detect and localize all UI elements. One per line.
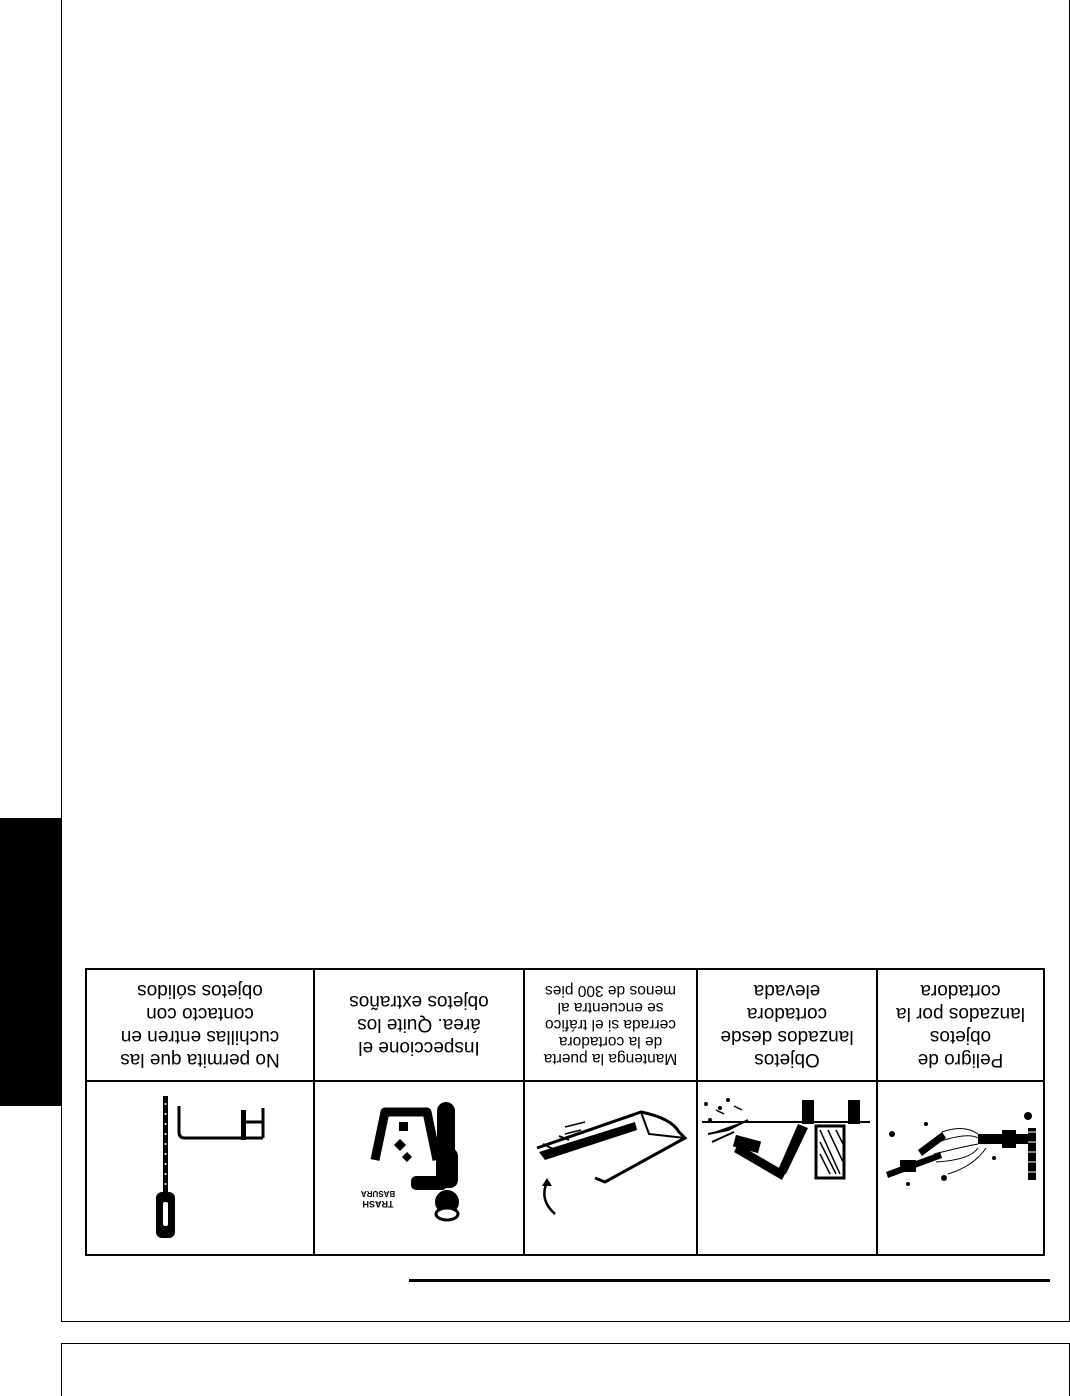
section-tab	[0, 818, 61, 1106]
mower-door-icon	[525, 1082, 696, 1254]
thrown-objects-icon	[878, 1082, 1043, 1254]
warning-text-blades: No permita que las cuchillas entren en contacto con objetos sólidos	[120, 980, 280, 1070]
divider-line	[409, 1279, 1050, 1282]
svg-text:TRASH: TRASH	[362, 1199, 394, 1209]
warning-text-raised-mower: Objetos lanzados desde cortadora elevada	[720, 980, 854, 1070]
safety-decal-table	[85, 968, 1045, 1256]
warning-text-inspect: Inspeccione el área. Quite los objetos extraños	[349, 991, 489, 1059]
raised-mower-objects-icon	[698, 1082, 876, 1254]
footer-frame	[61, 1343, 1070, 1396]
warning-text-thrown-objects: Peligro de objetos lanzados por la cortadora	[896, 980, 1025, 1070]
blade-contact-icon	[87, 1082, 313, 1254]
svg-text:BASURA: BASURA	[360, 1189, 396, 1198]
inspect-area-icon	[315, 1082, 523, 1254]
warning-text-door: Mantenga la puerta de la cortadora cerrada si el tráfico se encuentra al menos de 300 pies	[543, 982, 678, 1068]
